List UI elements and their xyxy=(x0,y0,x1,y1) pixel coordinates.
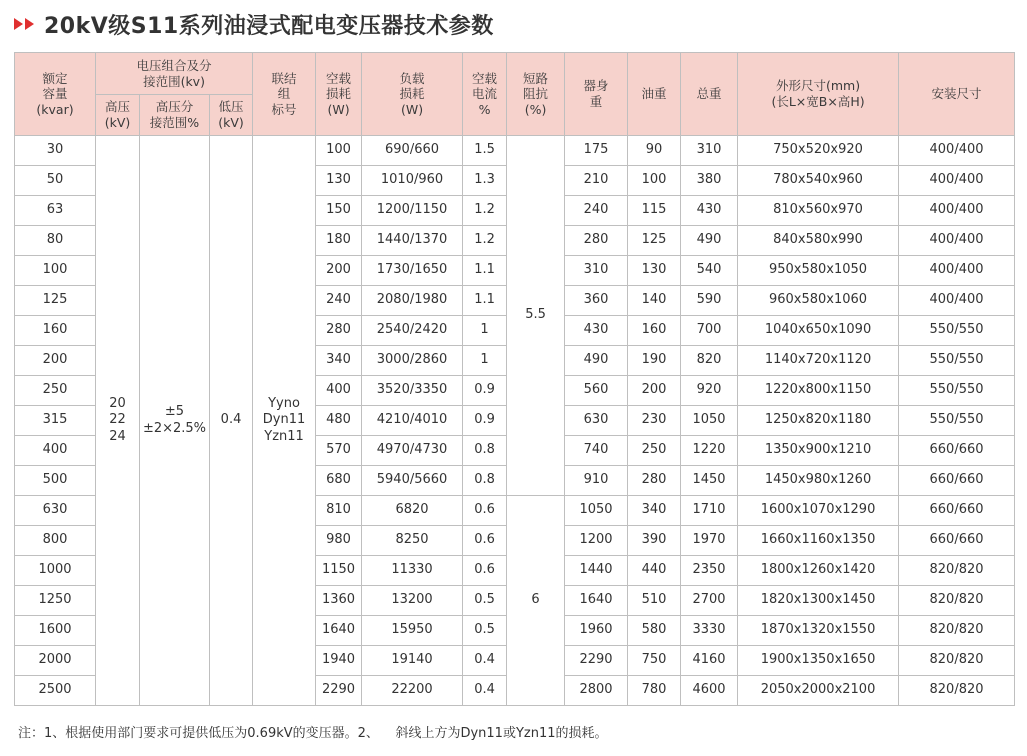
cell-no-load-current: 1.3 xyxy=(463,166,507,196)
cell-load-loss: 15950 xyxy=(362,616,463,646)
header-hv: 高压 (kV) xyxy=(96,95,140,136)
cell-body-weight: 310 xyxy=(565,256,628,286)
cell-capacity: 63 xyxy=(15,196,96,226)
cell-no-load-loss: 240 xyxy=(316,286,362,316)
cell-total-weight: 310 xyxy=(681,136,738,166)
cell-body-weight: 240 xyxy=(565,196,628,226)
cell-mounting: 820/820 xyxy=(899,556,1015,586)
cell-load-loss: 3520/3350 xyxy=(362,376,463,406)
cell-no-load-current: 0.8 xyxy=(463,436,507,466)
header-vector-group: 联结 组 标号 xyxy=(253,53,316,136)
cell-dimensions: 810x560x970 xyxy=(738,196,899,226)
cell-no-load-loss: 130 xyxy=(316,166,362,196)
cell-oil-weight: 780 xyxy=(628,676,681,706)
cell-oil-weight: 750 xyxy=(628,646,681,676)
cell-mounting: 550/550 xyxy=(899,406,1015,436)
cell-oil-weight: 100 xyxy=(628,166,681,196)
cell-oil-weight: 340 xyxy=(628,496,681,526)
cell-body-weight: 740 xyxy=(565,436,628,466)
header-impedance: 短路 阻抗 (%) xyxy=(507,53,565,136)
cell-dimensions: 1600x1070x1290 xyxy=(738,496,899,526)
cell-no-load-loss: 680 xyxy=(316,466,362,496)
cell-oil-weight: 200 xyxy=(628,376,681,406)
cell-lv-merged: 0.4 xyxy=(210,136,253,706)
cell-dimensions: 960x580x1060 xyxy=(738,286,899,316)
cell-load-loss: 4970/4730 xyxy=(362,436,463,466)
header-dimensions: 外形尺寸(mm) (长L×宽B×高H) xyxy=(738,53,899,136)
cell-capacity: 125 xyxy=(15,286,96,316)
cell-dimensions: 1900x1350x1650 xyxy=(738,646,899,676)
cell-no-load-loss: 980 xyxy=(316,526,362,556)
arrow-right-icon xyxy=(14,18,23,30)
cell-body-weight: 630 xyxy=(565,406,628,436)
cell-dimensions: 1140x720x1120 xyxy=(738,346,899,376)
cell-dimensions: 1250x820x1180 xyxy=(738,406,899,436)
cell-capacity: 1600 xyxy=(15,616,96,646)
cell-body-weight: 1050 xyxy=(565,496,628,526)
footnote-part-1: 注：1、根据使用部门要求可提供低压为0.69kV的变压器。2、 xyxy=(18,726,379,741)
cell-oil-weight: 250 xyxy=(628,436,681,466)
cell-total-weight: 700 xyxy=(681,316,738,346)
cell-load-loss: 690/660 xyxy=(362,136,463,166)
cell-body-weight: 490 xyxy=(565,346,628,376)
cell-impedance-b: 6 xyxy=(507,496,565,706)
cell-dimensions: 1870x1320x1550 xyxy=(738,616,899,646)
cell-body-weight: 210 xyxy=(565,166,628,196)
cell-mounting: 400/400 xyxy=(899,226,1015,256)
footnote-part-2: 斜线上方为Dyn11或Yzn11的损耗。 xyxy=(395,726,608,741)
cell-no-load-current: 0.8 xyxy=(463,466,507,496)
cell-total-weight: 1050 xyxy=(681,406,738,436)
cell-mounting: 660/660 xyxy=(899,436,1015,466)
cell-load-loss: 1200/1150 xyxy=(362,196,463,226)
cell-oil-weight: 125 xyxy=(628,226,681,256)
cell-no-load-loss: 480 xyxy=(316,406,362,436)
cell-capacity: 315 xyxy=(15,406,96,436)
spec-table xyxy=(14,52,1015,706)
cell-no-load-current: 0.9 xyxy=(463,406,507,436)
cell-dimensions: 1800x1260x1420 xyxy=(738,556,899,586)
cell-load-loss: 22200 xyxy=(362,676,463,706)
title-bar xyxy=(14,6,494,42)
cell-dimensions: 1350x900x1210 xyxy=(738,436,899,466)
header-no-load-current: 空载 电流 % xyxy=(463,53,507,136)
cell-body-weight: 910 xyxy=(565,466,628,496)
cell-capacity: 250 xyxy=(15,376,96,406)
cell-total-weight: 540 xyxy=(681,256,738,286)
cell-body-weight: 1440 xyxy=(565,556,628,586)
cell-capacity: 100 xyxy=(15,256,96,286)
cell-no-load-current: 0.4 xyxy=(463,676,507,706)
cell-total-weight: 1220 xyxy=(681,436,738,466)
cell-load-loss: 19140 xyxy=(362,646,463,676)
cell-dimensions: 1220x800x1150 xyxy=(738,376,899,406)
cell-body-weight: 280 xyxy=(565,226,628,256)
header-total-weight: 总重 xyxy=(681,53,738,136)
cell-total-weight: 4160 xyxy=(681,646,738,676)
cell-load-loss: 1440/1370 xyxy=(362,226,463,256)
cell-body-weight: 1960 xyxy=(565,616,628,646)
cell-oil-weight: 115 xyxy=(628,196,681,226)
cell-load-loss: 1010/960 xyxy=(362,166,463,196)
cell-mounting: 660/660 xyxy=(899,496,1015,526)
cell-no-load-loss: 280 xyxy=(316,316,362,346)
cell-capacity: 2500 xyxy=(15,676,96,706)
cell-oil-weight: 580 xyxy=(628,616,681,646)
cell-capacity: 30 xyxy=(15,136,96,166)
cell-no-load-loss: 150 xyxy=(316,196,362,226)
header-lv: 低压 (kV) xyxy=(210,95,253,136)
cell-tap-merged: ±5 ±2×2.5% xyxy=(140,136,210,706)
cell-capacity: 200 xyxy=(15,346,96,376)
cell-total-weight: 3330 xyxy=(681,616,738,646)
cell-no-load-loss: 200 xyxy=(316,256,362,286)
cell-total-weight: 2700 xyxy=(681,586,738,616)
cell-body-weight: 1200 xyxy=(565,526,628,556)
cell-no-load-current: 1.2 xyxy=(463,226,507,256)
footnote xyxy=(18,722,607,741)
cell-no-load-current: 0.5 xyxy=(463,586,507,616)
cell-capacity: 50 xyxy=(15,166,96,196)
cell-load-loss: 5940/5660 xyxy=(362,466,463,496)
header-body-weight: 器身 重 xyxy=(565,53,628,136)
cell-body-weight: 2290 xyxy=(565,646,628,676)
cell-no-load-loss: 340 xyxy=(316,346,362,376)
cell-no-load-current: 1.5 xyxy=(463,136,507,166)
header-tap-range: 高压分 接范围% xyxy=(140,95,210,136)
cell-dimensions: 1820x1300x1450 xyxy=(738,586,899,616)
cell-capacity: 630 xyxy=(15,496,96,526)
page-title: 20kV级S11系列油浸式配电变压器技术参数 xyxy=(44,13,494,39)
cell-no-load-loss: 2290 xyxy=(316,676,362,706)
cell-no-load-loss: 180 xyxy=(316,226,362,256)
cell-body-weight: 360 xyxy=(565,286,628,316)
cell-total-weight: 820 xyxy=(681,346,738,376)
cell-no-load-current: 1 xyxy=(463,346,507,376)
cell-total-weight: 920 xyxy=(681,376,738,406)
cell-oil-weight: 230 xyxy=(628,406,681,436)
cell-no-load-loss: 810 xyxy=(316,496,362,526)
header-no-load-loss: 空载 损耗 (W) xyxy=(316,53,362,136)
cell-no-load-loss: 1640 xyxy=(316,616,362,646)
cell-no-load-current: 0.9 xyxy=(463,376,507,406)
cell-no-load-loss: 400 xyxy=(316,376,362,406)
cell-body-weight: 1640 xyxy=(565,586,628,616)
cell-no-load-loss: 100 xyxy=(316,136,362,166)
title-arrows xyxy=(14,18,34,30)
cell-no-load-current: 0.6 xyxy=(463,556,507,586)
cell-oil-weight: 90 xyxy=(628,136,681,166)
cell-no-load-loss: 1360 xyxy=(316,586,362,616)
header-capacity: 额定 容量 (kvar) xyxy=(15,53,96,136)
cell-no-load-loss: 570 xyxy=(316,436,362,466)
cell-mounting: 550/550 xyxy=(899,316,1015,346)
cell-no-load-current: 0.5 xyxy=(463,616,507,646)
cell-dimensions: 750x520x920 xyxy=(738,136,899,166)
cell-load-loss: 4210/4010 xyxy=(362,406,463,436)
cell-load-loss: 13200 xyxy=(362,586,463,616)
cell-mounting: 400/400 xyxy=(899,286,1015,316)
cell-mounting: 820/820 xyxy=(899,646,1015,676)
header-mounting: 安装尺寸 xyxy=(899,53,1015,136)
cell-capacity: 500 xyxy=(15,466,96,496)
cell-no-load-current: 1.1 xyxy=(463,256,507,286)
cell-load-loss: 2540/2420 xyxy=(362,316,463,346)
cell-body-weight: 2800 xyxy=(565,676,628,706)
cell-body-weight: 430 xyxy=(565,316,628,346)
cell-load-loss: 1730/1650 xyxy=(362,256,463,286)
cell-mounting: 400/400 xyxy=(899,136,1015,166)
cell-capacity: 80 xyxy=(15,226,96,256)
cell-no-load-current: 1 xyxy=(463,316,507,346)
cell-dimensions: 950x580x1050 xyxy=(738,256,899,286)
cell-no-load-current: 1.1 xyxy=(463,286,507,316)
cell-total-weight: 1450 xyxy=(681,466,738,496)
cell-capacity: 160 xyxy=(15,316,96,346)
spec-table-body xyxy=(15,136,1015,706)
cell-dimensions: 1450x980x1260 xyxy=(738,466,899,496)
cell-load-loss: 2080/1980 xyxy=(362,286,463,316)
cell-dimensions: 840x580x990 xyxy=(738,226,899,256)
cell-total-weight: 490 xyxy=(681,226,738,256)
cell-mounting: 660/660 xyxy=(899,466,1015,496)
header-oil-weight: 油重 xyxy=(628,53,681,136)
cell-total-weight: 380 xyxy=(681,166,738,196)
table-row xyxy=(15,136,1015,166)
cell-dimensions: 1660x1160x1350 xyxy=(738,526,899,556)
cell-mounting: 550/550 xyxy=(899,346,1015,376)
cell-oil-weight: 390 xyxy=(628,526,681,556)
cell-total-weight: 4600 xyxy=(681,676,738,706)
arrow-right-icon xyxy=(25,18,34,30)
cell-dimensions: 2050x2000x2100 xyxy=(738,676,899,706)
cell-vector-merged: Yyno Dyn11 Yzn11 xyxy=(253,136,316,706)
cell-no-load-current: 0.4 xyxy=(463,646,507,676)
cell-oil-weight: 280 xyxy=(628,466,681,496)
cell-oil-weight: 130 xyxy=(628,256,681,286)
header-load-loss: 负载 损耗 (W) xyxy=(362,53,463,136)
cell-total-weight: 1970 xyxy=(681,526,738,556)
cell-mounting: 820/820 xyxy=(899,676,1015,706)
cell-oil-weight: 160 xyxy=(628,316,681,346)
cell-no-load-loss: 1940 xyxy=(316,646,362,676)
cell-mounting: 550/550 xyxy=(899,376,1015,406)
cell-mounting: 820/820 xyxy=(899,586,1015,616)
cell-load-loss: 8250 xyxy=(362,526,463,556)
cell-total-weight: 1710 xyxy=(681,496,738,526)
cell-total-weight: 430 xyxy=(681,196,738,226)
cell-no-load-current: 0.6 xyxy=(463,496,507,526)
footnote-gap xyxy=(379,726,396,741)
cell-oil-weight: 510 xyxy=(628,586,681,616)
cell-dimensions: 780x540x960 xyxy=(738,166,899,196)
cell-load-loss: 11330 xyxy=(362,556,463,586)
cell-dimensions: 1040x650x1090 xyxy=(738,316,899,346)
cell-body-weight: 175 xyxy=(565,136,628,166)
cell-load-loss: 6820 xyxy=(362,496,463,526)
cell-hv-merged: 20 22 24 xyxy=(96,136,140,706)
cell-total-weight: 2350 xyxy=(681,556,738,586)
cell-capacity: 1250 xyxy=(15,586,96,616)
cell-capacity: 1000 xyxy=(15,556,96,586)
cell-load-loss: 3000/2860 xyxy=(362,346,463,376)
cell-capacity: 800 xyxy=(15,526,96,556)
cell-oil-weight: 140 xyxy=(628,286,681,316)
cell-mounting: 400/400 xyxy=(899,196,1015,226)
cell-impedance-a: 5.5 xyxy=(507,136,565,496)
cell-mounting: 400/400 xyxy=(899,166,1015,196)
cell-capacity: 400 xyxy=(15,436,96,466)
cell-mounting: 820/820 xyxy=(899,616,1015,646)
cell-no-load-current: 0.6 xyxy=(463,526,507,556)
cell-body-weight: 560 xyxy=(565,376,628,406)
cell-oil-weight: 190 xyxy=(628,346,681,376)
cell-no-load-current: 1.2 xyxy=(463,196,507,226)
cell-no-load-loss: 1150 xyxy=(316,556,362,586)
cell-oil-weight: 440 xyxy=(628,556,681,586)
cell-mounting: 660/660 xyxy=(899,526,1015,556)
header-voltage-group: 电压组合及分 接范围(kv) xyxy=(96,53,253,95)
cell-mounting: 400/400 xyxy=(899,256,1015,286)
cell-total-weight: 590 xyxy=(681,286,738,316)
cell-capacity: 2000 xyxy=(15,646,96,676)
